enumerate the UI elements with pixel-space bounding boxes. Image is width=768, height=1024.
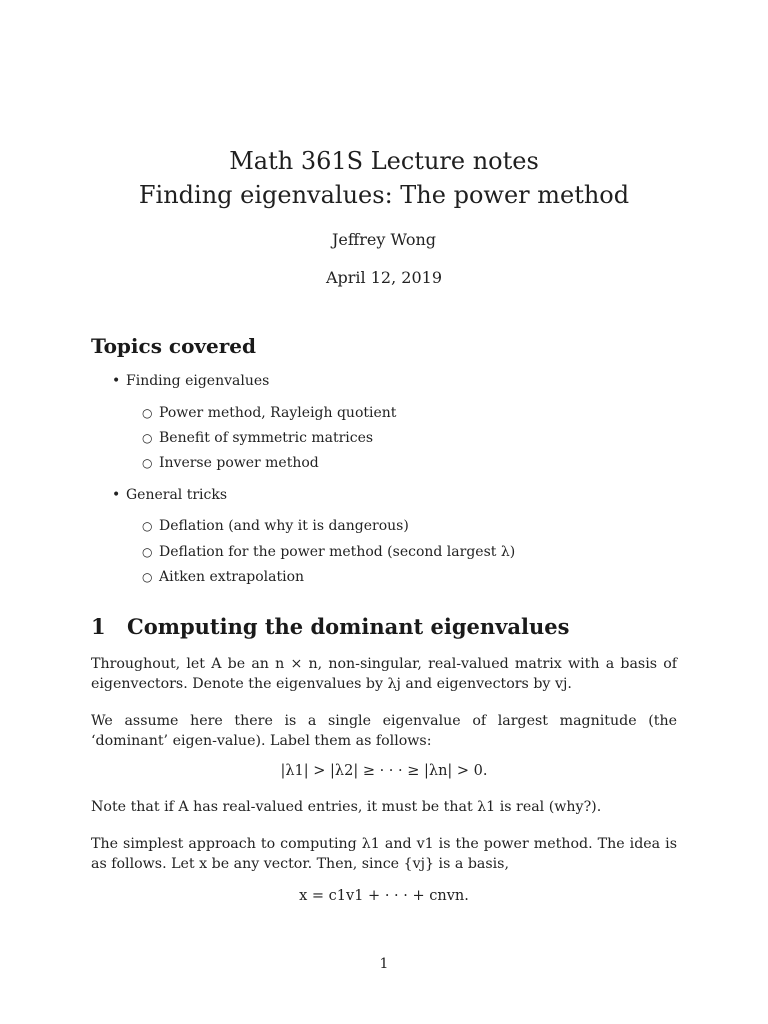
circle-bullet-icon: ○: [142, 545, 153, 559]
section-title: Computing the dominant eigenvalues: [127, 614, 570, 639]
topic-item: [142, 430, 373, 446]
date: April 12, 2019: [325, 268, 442, 287]
page-number: 1: [379, 956, 389, 972]
bullet-icon: •: [112, 487, 121, 503]
topic-item: [142, 405, 396, 421]
author: Jeffrey Wong: [331, 230, 437, 249]
paragraph-4: The simplest approach to computing λ1 and v1 is the power method. The idea is as follows. Let x be any vector. Then, since {vj} is a basis,: [91, 836, 677, 872]
topic-item-label: Power method, Rayleigh quotient: [159, 405, 397, 421]
topics-heading: Topics covered: [91, 334, 257, 358]
title-line-1: Math 361S Lecture notes: [229, 147, 539, 175]
topic-item-label: Inverse power method: [159, 455, 319, 471]
topic-group-2: [112, 487, 227, 503]
bullet-icon: •: [112, 373, 121, 389]
topic-group-label: General tricks: [126, 487, 228, 503]
circle-bullet-icon: ○: [142, 519, 153, 533]
topic-item: [142, 518, 409, 534]
topic-group-label: Finding eigenvalues: [126, 373, 270, 389]
topic-item: [142, 569, 304, 585]
equation-1: |λ1| > |λ2| ≥ · · · ≥ |λn| > 0.: [280, 763, 488, 779]
section-heading: [91, 614, 569, 639]
paragraph-3: Note that if A has real-valued entries, it must be that λ1 is real (why?).: [91, 799, 602, 815]
topic-item: [142, 544, 515, 560]
title-line-2: Finding eigenvalues: The power method: [138, 181, 630, 209]
circle-bullet-icon: ○: [142, 406, 153, 420]
topic-item-label: Benefit of symmetric matrices: [159, 430, 374, 446]
circle-bullet-icon: ○: [142, 570, 153, 584]
title-block: [0, 144, 768, 212]
topic-item-label: Deflation (and why it is dangerous): [159, 518, 409, 534]
circle-bullet-icon: ○: [142, 456, 153, 470]
topic-item: [142, 455, 319, 471]
section-number: 1: [91, 614, 106, 639]
topic-item-label: Aitken extrapolation: [159, 569, 305, 585]
circle-bullet-icon: ○: [142, 431, 153, 445]
paragraph-2: We assume here there is a single eigenvalue of largest magnitude (the ‘dominant’ eigen-value). Label them as follows:: [91, 713, 677, 749]
paragraph-1: Throughout, let A be an n × n, non-singular, real-valued matrix with a basis of eigenvectors. Denote the eigenvalues by λj and eigenvectors by vj.: [91, 656, 677, 692]
topic-item-label: Deflation for the power method (second largest λ): [159, 544, 516, 560]
equation-2: x = c1v1 + · · · + cnvn.: [299, 888, 469, 904]
topic-group-1: [112, 373, 269, 389]
